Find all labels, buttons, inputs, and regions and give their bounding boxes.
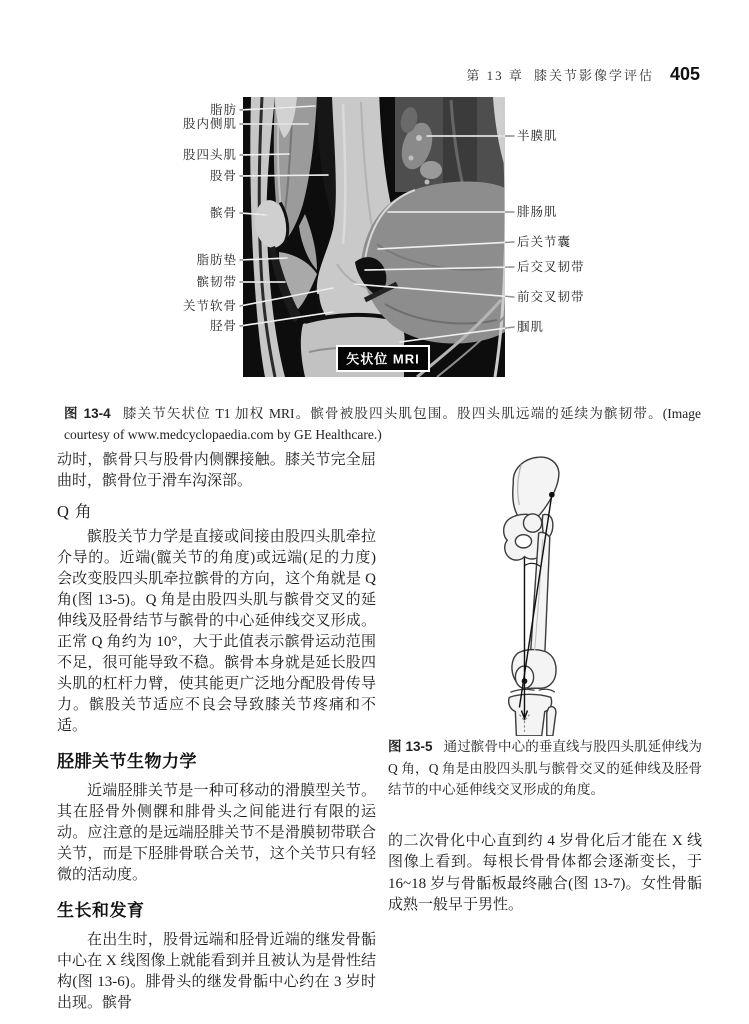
mri-image [243, 97, 509, 377]
left-column [57, 450, 376, 1014]
mri-label-semimembranosus: 半膜肌 [517, 129, 558, 143]
page-number: 405 [669, 64, 700, 84]
chapter-reference [466, 65, 654, 84]
mri-label-pcl: 后交叉韧带 [517, 260, 585, 274]
paragraph-tibiofibular: 近端胫腓关节是一种可移动的滑膜型关节。其在胫骨外侧髁和腓骨头之间能进行有限的运动。应注意的是远端胫腓关节不是滑膜韧带联合关节，而是下胫腓骨联合关节，这个关节只有轻微的活动度。 [57, 783, 376, 883]
chapter-title: 膝关节影像学评估 [533, 68, 654, 83]
figure-13-5-drawing [488, 452, 640, 736]
paragraph-growth: 在出生时，股骨远端和胫骨近端的继发骨骺中心在 X 线图像上就能看到并且被认为是骨性结构(图 13-6)。腓骨头的继发骨骺中心约在 3 岁时出现。髌骨 [57, 932, 376, 1011]
mri-label-gastrocnemius: 腓肠肌 [517, 205, 558, 219]
heading-growth-development: 生长和发育 [57, 901, 145, 920]
mri-label-acl: 前交叉韧带 [517, 290, 585, 304]
figure-13-5-caption-label: 图 13-5 [388, 739, 433, 754]
mri-label-articular-cartilage: 关节软骨 [182, 299, 237, 313]
mri-label-posterior-capsule: 后关节囊 [517, 235, 572, 249]
mri-label-quadriceps: 股四头肌 [182, 148, 237, 162]
chapter-number: 第 13 章 [466, 68, 524, 83]
figure-13-4-caption-label: 图 13-4 [64, 405, 111, 421]
figure-13-5-caption-text: 通过髌骨中心的垂直线与股四头肌延伸线为 Q 角，Q 角是由股四头肌与髌骨交叉的延伸线及胫骨结节的中心延伸线交叉形成的角度。 [388, 739, 702, 797]
paragraph-patella-contact: 动时，髌骨只与股骨内侧髁接触。膝关节完全屈曲时，髌骨位于滑车沟深部。 [57, 452, 376, 489]
paragraph-growth-continued: 的二次骨化中心直到约 4 岁骨化后才能在 X 线图像上看到。每根长骨骨体都会逐渐变长，于 16~18 岁与骨骺板最终融合(图 13-7)。女性骨骺成熟一般早于男性。 [388, 832, 702, 913]
figure-13-4-caption-text: 膝关节矢状位 T1 加权 MRI。髌骨被股四头肌包围。股四头肌远端的延续为髌韧带。(Image courtesy of www.medcyclopaedia.com by GE Healthcare.) [64, 405, 701, 442]
mri-tag-box [337, 346, 429, 371]
paragraph-q-angle: 髌股关节力学是直接或间接由股四头肌牵拉介导的。近端(髋关节的角度)或远端(足的力度)会改变股四头肌牵拉髌骨的方向，这个角就是 Q 角(图 13-5)。Q 角是由股四头肌与髌骨交叉的延伸线及胫骨结节与髌骨的中心延伸线交叉形成。正常 Q 角约为 10°，大于此值表示髌骨运动范围不足，很可能导致不稳。髌骨本身就是延长股四头肌的杠杆力臂，使其能更广泛地分配股骨传导力。髌股关节适应不良会导致膝关节疼痛和不适。 [57, 529, 376, 734]
mri-label-fat: 脂肪 [209, 103, 237, 117]
right-column [388, 452, 702, 917]
mri-tag-label: 矢状位 MRI [346, 351, 420, 367]
mri-label-patellar-ligament: 髌韧带 [196, 275, 237, 289]
mri-figure-svg [65, 94, 685, 386]
mri-label-vastus-medialis: 股内侧肌 [182, 117, 237, 131]
mri-label-femur: 股骨 [209, 169, 237, 183]
q-angle-diagram-svg [488, 452, 640, 736]
heading-tibiofibular-biomechanics: 胫腓关节生物力学 [57, 752, 197, 771]
mri-label-popliteus: 腘肌 [517, 320, 545, 334]
figure-13-5-caption [388, 736, 702, 801]
figure-13-4-mri [65, 94, 685, 386]
figure-13-4-caption [64, 403, 701, 446]
mri-label-patella: 髌骨 [209, 206, 237, 220]
mri-label-fat-pad: 脂肪垫 [196, 253, 237, 267]
mri-label-tibia: 胫骨 [209, 319, 237, 333]
page-header [0, 64, 700, 85]
heading-q-angle: Q 角 [57, 502, 93, 521]
